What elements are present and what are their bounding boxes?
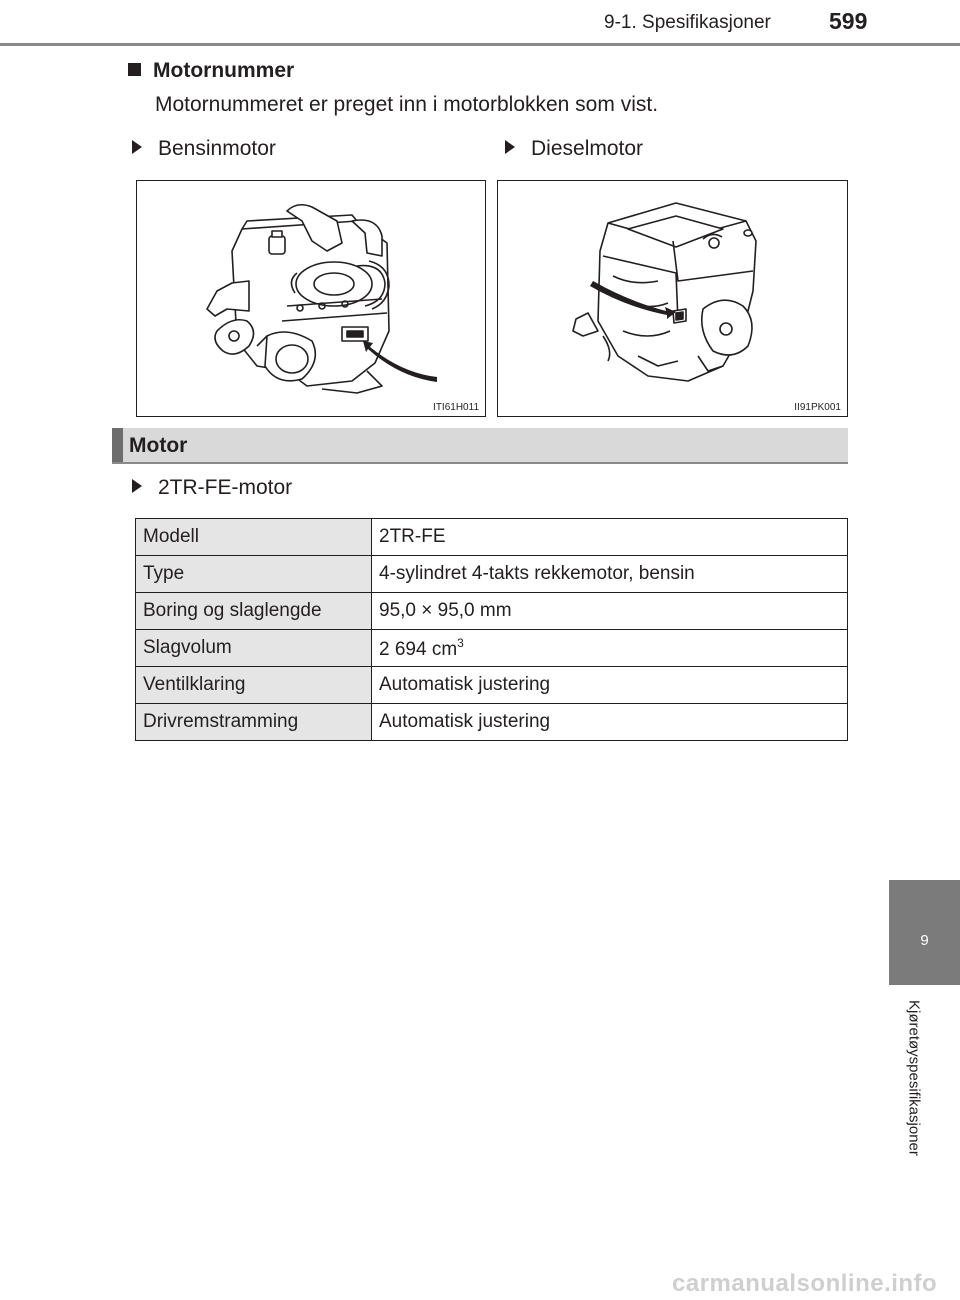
figure-code-diesel: II91PK001 (794, 402, 841, 413)
petrol-engine-figure (136, 180, 486, 417)
square-bullet-icon (128, 63, 141, 76)
spec-key: Type (136, 556, 372, 593)
arrow-bullet-icon (505, 140, 515, 154)
diesel-engine-illustration (498, 181, 848, 417)
watermark: carmanualsonline.info (672, 1270, 938, 1297)
chapter-number: 9 (920, 932, 929, 949)
spec-key: Boring og slaglengde (136, 593, 372, 630)
chapter-title: Kjøretøyspesifikasjoner (905, 1000, 923, 1156)
table-row (136, 630, 848, 667)
motor-variant-caption: 2TR-FE-motor (132, 476, 292, 500)
section-header: 9-1. Spesifikasjoner (604, 12, 771, 33)
spec-key: Drivremstramming (136, 704, 372, 741)
heading-accent-bar (112, 428, 123, 462)
figure-caption-diesel: Dieselmotor (505, 137, 643, 161)
displacement-value: 2 694 cm (379, 638, 458, 660)
spec-key: Modell (136, 519, 372, 556)
motor-heading-text: Motor (129, 434, 188, 457)
chapter-tab (889, 880, 960, 985)
figure-code-petrol: ITI61H011 (433, 402, 479, 413)
diesel-engine-figure (497, 180, 848, 417)
table-row (136, 519, 848, 556)
spec-value: Automatisk justering (372, 704, 848, 741)
superscript: 3 (457, 635, 464, 650)
header-rule (0, 43, 960, 46)
spec-key: Ventilklaring (136, 667, 372, 704)
table-row (136, 593, 848, 630)
chapter-title-vertical (892, 1000, 922, 1210)
engine-number-title (128, 59, 294, 83)
petrol-engine-illustration (137, 181, 486, 417)
spec-value: 2TR-FE (372, 519, 848, 556)
table-row (136, 704, 848, 741)
spec-value: 4-sylindret 4-takts rekkemotor, bensin (372, 556, 848, 593)
spec-value (372, 630, 848, 667)
spec-key: Slagvolum (136, 630, 372, 667)
spec-value: Automatisk justering (372, 667, 848, 704)
spec-value: 95,0 × 95,0 mm (372, 593, 848, 630)
figure-caption-petrol: Bensinmotor (132, 137, 276, 161)
motor-section-heading (112, 428, 848, 464)
engine-number-title-text: Motornummer (153, 59, 295, 82)
table-row (136, 556, 848, 593)
arrow-bullet-icon (132, 479, 142, 493)
table-row (136, 667, 848, 704)
engine-number-description: Motornummeret er preget inn i motorblokken som vist. (155, 93, 659, 116)
engine-spec-table (135, 518, 848, 741)
page-number: 599 (829, 8, 868, 34)
arrow-bullet-icon (132, 140, 142, 154)
